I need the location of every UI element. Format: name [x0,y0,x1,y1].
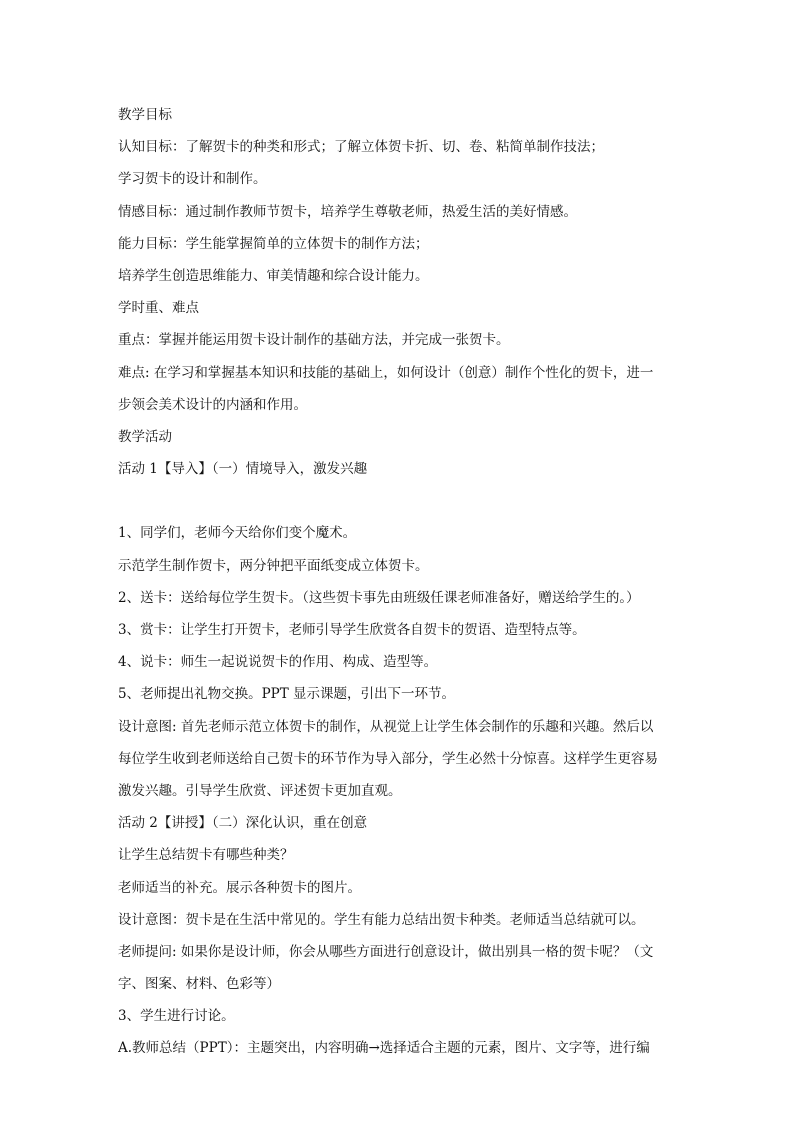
document-body [118,99,678,1065]
paragraph-line: 3、学生进行讨论。 [118,1008,235,1025]
paragraph-line: 激发兴趣。引导学生欣赏、评述贺卡更加直观。 [118,782,402,799]
paragraph-line: 培养学生创造思维能力、审美情趣和综合设计能力。 [118,267,429,284]
paragraph-line: 重点：掌握并能运用贺卡设计制作的基础方法，并完成一张贺卡。 [118,332,510,349]
paragraph-line: 2、送卡：送给每位学生贺卡。（这些贺卡事先由班级任课老师准备好，赠送给学生的。） [118,589,640,606]
paragraph-line: 老师提问: 如果你是设计师，你会从哪些方面进行创意设计，做出别具一格的贺卡呢？（文 [118,943,654,960]
blank-line [118,485,678,517]
paragraph-line: 难点: 在学习和掌握基本知识和技能的基础上，如何设计（创意）制作个性化的贺卡，进一 [118,364,654,381]
paragraph-line: A.教师总结（PPT）：主题突出，内容明确→选择适合主题的元素，图片、文字等，进行编 [118,1040,650,1057]
paragraph-line: 学习贺卡的设计和制作。 [118,171,267,188]
section-heading-teaching-activities: 教学活动 [118,428,172,445]
paragraph-line: 老师适当的补充。展示各种贺卡的图片。 [118,879,361,896]
paragraph-line: 步领会美术设计的内涵和作用。 [118,396,307,413]
paragraph-line: 示范学生制作贺卡，两分钟把平面纸变成立体贺卡。 [118,557,429,574]
activity-heading-1: 活动 1【导入】（一）情境导入，激发兴趣 [118,461,368,478]
paragraph-line: 每位学生收到老师送给自己贺卡的环节作为导入部分，学生必然十分惊喜。这样学生更容易 [118,750,658,767]
paragraph-line: 设计意图: 首先老师示范立体贺卡的制作，从视觉上让学生体会制作的乐趣和兴趣。然后以 [118,718,654,735]
paragraph-line: 能力目标：学生能掌握简单的立体贺卡的制作方法； [118,235,429,252]
paragraph-line: 5、老师提出礼物交换。PPT 显示课题，引出下一环节。 [118,686,456,703]
paragraph-line: 3、赏卡：让学生打开贺卡，老师引导学生欣赏各自贺卡的贺语、造型特点等。 [118,622,586,638]
paragraph-line: 字、图案、材料、色彩等） [118,976,280,993]
paragraph-line: 1、同学们，老师今天给你们变个魔术。 [118,525,357,542]
section-heading-teaching-goals: 教学目标 [118,107,172,123]
paragraph-line: 认知目标：了解贺卡的种类和形式；了解立体贺卡折、切、卷、粘简单制作技法； [118,139,604,156]
paragraph-line: 让学生总结贺卡有哪些种类？ [118,847,294,864]
activity-heading-2: 活动 2【讲授】（二）深化认识，重在创意 [118,815,368,832]
paragraph-line: 4、说卡：师生一起说说贺卡的作用、构成、造型等。 [118,654,438,671]
paragraph-line: 设计意图：贺卡是在生活中常见的。学生有能力总结出贺卡种类。老师适当总结就可以。 [118,911,645,928]
section-heading-key-points: 学时重、难点 [118,300,199,317]
paragraph-line: 情感目标：通过制作教师节贺卡，培养学生尊敬老师，热爱生活的美好情感。 [118,203,577,220]
